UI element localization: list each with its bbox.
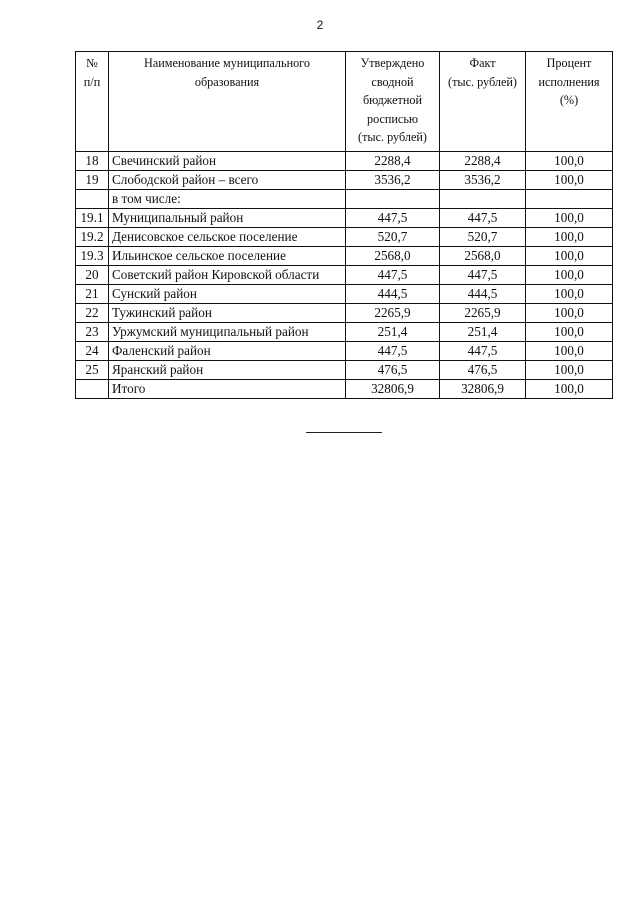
header-line: п/п [83, 74, 101, 89]
header-line: Наименование муниципального [144, 56, 310, 70]
row-name: Свечинский район [109, 151, 346, 170]
header-line: (тыс. рублей) [448, 74, 517, 89]
row-percent: 100,0 [526, 322, 613, 341]
row-name: Яранский район [109, 360, 346, 379]
row-approved: 444,5 [346, 284, 440, 303]
row-fact: 251,4 [440, 322, 526, 341]
table-row [76, 265, 613, 284]
table-row [76, 322, 613, 341]
header-line: образования [194, 74, 260, 89]
row-percent [526, 189, 613, 208]
table-row [76, 208, 613, 227]
row-number [76, 189, 109, 208]
header-line: Факт [469, 56, 496, 70]
row-name: Слободской район – всего [109, 170, 346, 189]
header-line: Утверждено [360, 56, 425, 70]
row-approved: 251,4 [346, 322, 440, 341]
row-fact: 447,5 [440, 208, 526, 227]
header-line: сводной [371, 74, 414, 89]
row-fact: 2288,4 [440, 151, 526, 170]
row-percent: 100,0 [526, 284, 613, 303]
header-line: (тыс. рублей) [358, 130, 427, 145]
table-row [76, 341, 613, 360]
row-number: 19.2 [76, 227, 109, 246]
budget-table [75, 51, 613, 399]
row-fact [440, 189, 526, 208]
table-row [76, 170, 613, 189]
row-percent: 100,0 [526, 360, 613, 379]
row-approved: 447,5 [346, 265, 440, 284]
row-number: 19.1 [76, 208, 109, 227]
page-number: 2 [316, 18, 324, 32]
row-number: 19.3 [76, 246, 109, 265]
row-number: 19 [76, 170, 109, 189]
row-name: Тужинский район [109, 303, 346, 322]
header-municipality [109, 52, 346, 152]
header-line: Процент [546, 56, 592, 70]
row-name: Денисовское сельское поселение [109, 227, 346, 246]
table-row [76, 246, 613, 265]
row-approved: 3536,2 [346, 170, 440, 189]
row-name: Уржумский муниципальный район [109, 322, 346, 341]
row-number: 22 [76, 303, 109, 322]
row-percent: 100,0 [526, 227, 613, 246]
table-row [76, 189, 613, 208]
row-number: 25 [76, 360, 109, 379]
row-name: Фаленский район [109, 341, 346, 360]
row-name: Итого [109, 379, 346, 398]
header-line: бюджетной [362, 93, 423, 108]
row-approved: 2265,9 [346, 303, 440, 322]
row-approved: 447,5 [346, 208, 440, 227]
row-percent: 100,0 [526, 170, 613, 189]
row-number: 21 [76, 284, 109, 303]
row-number: 18 [76, 151, 109, 170]
end-divider-line [306, 432, 382, 433]
table-total-row [76, 379, 613, 398]
row-approved: 520,7 [346, 227, 440, 246]
row-fact: 3536,2 [440, 170, 526, 189]
header-line: исполнения [538, 74, 600, 89]
row-number: 20 [76, 265, 109, 284]
row-name: в том числе: [109, 189, 346, 208]
row-approved: 447,5 [346, 341, 440, 360]
table-row [76, 284, 613, 303]
row-fact: 447,5 [440, 265, 526, 284]
row-fact: 520,7 [440, 227, 526, 246]
row-approved [346, 189, 440, 208]
row-number: 24 [76, 341, 109, 360]
table-row [76, 360, 613, 379]
row-fact: 32806,9 [440, 379, 526, 398]
row-number: 23 [76, 322, 109, 341]
row-name: Муниципальный район [109, 208, 346, 227]
row-fact: 447,5 [440, 341, 526, 360]
header-number [76, 52, 109, 152]
row-number [76, 379, 109, 398]
header-approved [346, 52, 440, 152]
row-percent: 100,0 [526, 265, 613, 284]
row-approved: 2568,0 [346, 246, 440, 265]
row-name: Сунский район [109, 284, 346, 303]
header-percent [526, 52, 613, 152]
header-line: (%) [559, 93, 579, 108]
table-row [76, 151, 613, 170]
row-approved: 2288,4 [346, 151, 440, 170]
table-row [76, 303, 613, 322]
row-percent: 100,0 [526, 208, 613, 227]
row-percent: 100,0 [526, 246, 613, 265]
row-name: Ильинское сельское поселение [109, 246, 346, 265]
row-fact: 444,5 [440, 284, 526, 303]
row-percent: 100,0 [526, 341, 613, 360]
row-percent: 100,0 [526, 303, 613, 322]
table-row [76, 227, 613, 246]
header-line: № [86, 56, 98, 70]
row-percent: 100,0 [526, 379, 613, 398]
row-name: Советский район Кировской области [109, 265, 346, 284]
table-header-row [76, 52, 613, 152]
row-percent: 100,0 [526, 151, 613, 170]
row-approved: 476,5 [346, 360, 440, 379]
row-fact: 476,5 [440, 360, 526, 379]
row-fact: 2265,9 [440, 303, 526, 322]
header-fact [440, 52, 526, 152]
row-fact: 2568,0 [440, 246, 526, 265]
header-line: росписью [366, 111, 419, 126]
row-approved: 32806,9 [346, 379, 440, 398]
